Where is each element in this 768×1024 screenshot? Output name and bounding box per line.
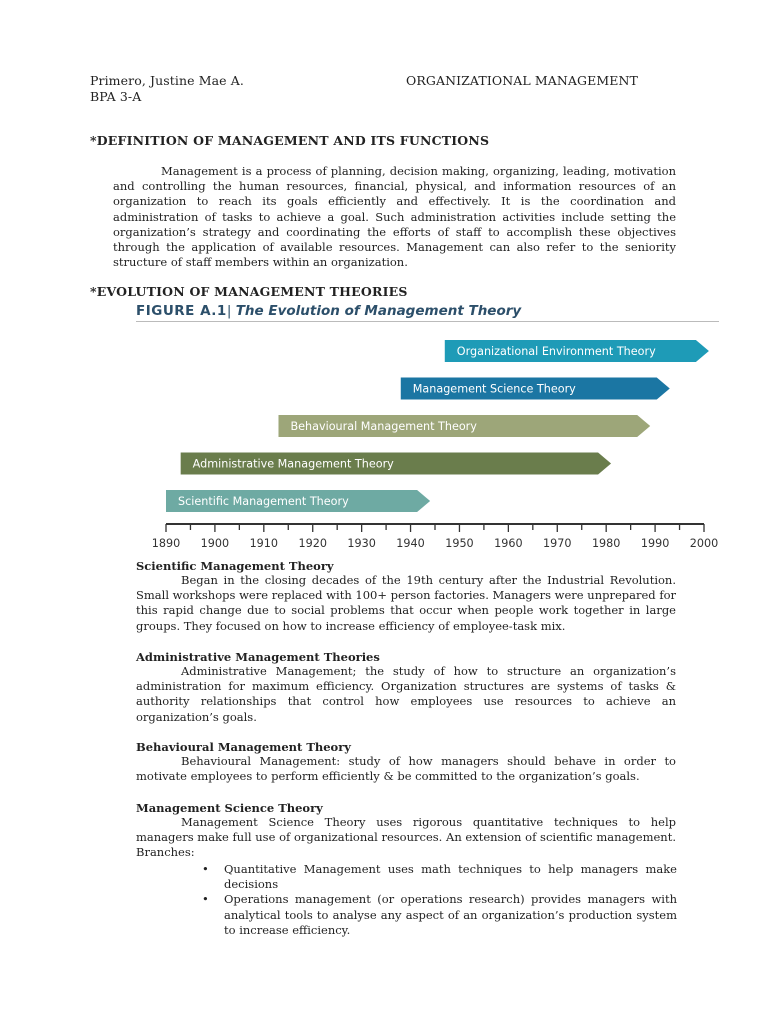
x-axis-tick-label: 1900 [200, 537, 230, 550]
section-title-management-science: Management Science Theory [136, 801, 323, 815]
x-axis-tick-label: 1990 [640, 537, 670, 550]
timeline-bar-label: Organizational Environment Theory [456, 345, 656, 358]
bullet-icon: • [202, 892, 209, 907]
section-title-behavioural: Behavioural Management Theory [136, 740, 351, 754]
x-axis-tick-label: 1970 [543, 537, 572, 550]
x-axis-tick-label: 1930 [347, 537, 376, 550]
x-axis-tick-label: 1890 [151, 537, 181, 550]
timeline-bar-label: Scientific Management Theory [178, 495, 349, 508]
list-item [200, 862, 677, 892]
student-class: BPA 3-A [90, 89, 142, 104]
section-title-administrative: Administrative Management Theories [136, 650, 380, 664]
branches-list [200, 862, 677, 938]
section-body-behavioural: Behavioural Management: study of how managers should behave in order to motivate employees to perform efficiently & be committed to the organization’s goals. [136, 754, 676, 784]
section-body-management-science: Management Science Theory uses rigorous quantitative techniques to help managers make full use of organizational resources. An extension of scientific management. Branches: [136, 815, 676, 860]
x-axis-tick-label: 1940 [396, 537, 425, 550]
evolution-heading: *EVOLUTION OF MANAGEMENT THEORIES [90, 284, 408, 299]
x-axis-tick-label: 1980 [591, 537, 621, 550]
section-body-administrative: Administrative Management; the study of how to structure an organization’s administration for maximum efficiency. Organization structures are systems of tasks & authority relationships that control how employees use resources to achieve an organization’s goals. [136, 664, 676, 724]
evolution-figure [136, 300, 720, 560]
x-axis-tick-label: 1920 [298, 537, 327, 550]
x-axis-tick-label: 1950 [445, 537, 474, 550]
definition-heading: *DEFINITION OF MANAGEMENT AND ITS FUNCTIONS [90, 133, 490, 148]
figure-title: The Evolution of Management Theory [235, 303, 522, 319]
list-item-text: Quantitative Management uses math techniques to help managers make decisions [224, 862, 677, 892]
section-title-scientific: Scientific Management Theory [136, 559, 334, 573]
x-axis-tick-label: 1960 [494, 537, 523, 550]
list-item-text: Operations management (or operations research) provides managers with analytical tools to analyse any aspect of an organization’s production system to increase efficiency. [224, 892, 677, 937]
student-name: Primero, Justine Mae A. [90, 73, 244, 88]
definition-paragraph: Management is a process of planning, decision making, organizing, leading, motivation and controlling the human resources, financial, physical, and information resources of an organization to reach its goals efficiently and effectively. It is the coordination and administration of tasks to achieve a goal. Such administration activities include setting the organization’s strategy and coordinating the efforts of staff to accomplish these objectives through the application of available resources. Management can also refer to the seniority structure of staff members within an organization. [113, 164, 676, 270]
timeline-chart [136, 300, 720, 560]
x-axis-tick-label: 1910 [249, 537, 279, 550]
figure-number: FIGURE A.1 [136, 303, 227, 319]
course-title: ORGANIZATIONAL MANAGEMENT [406, 73, 638, 88]
list-item [200, 892, 677, 938]
figure-separator: | [226, 303, 232, 319]
section-body-scientific: Began in the closing decades of the 19th century after the Industrial Revolution. Small workshops were replaced with 100+ person factories. Managers were unprepared for this rapid change due to social problems that occur when people work together in large groups. They focused on how to increase efficiency of employee-task mix. [136, 573, 676, 633]
x-axis-tick-label: 2000 [689, 537, 719, 550]
bullet-icon: • [202, 862, 209, 876]
timeline-bar-label: Administrative Management Theory [192, 457, 394, 471]
timeline-bar-label: Management Science Theory [412, 382, 576, 396]
timeline-bar-label: Behavioural Management Theory [290, 420, 477, 433]
